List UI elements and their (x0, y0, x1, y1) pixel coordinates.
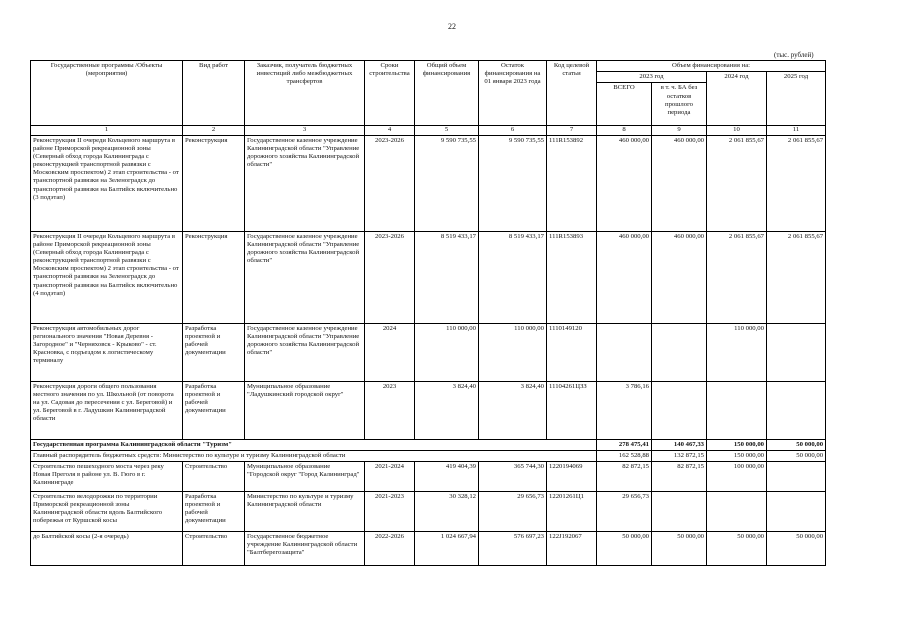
amount-2023: 460 000,00 (597, 135, 652, 231)
amount-2024: 110 000,00 (707, 323, 767, 381)
col-number: 1 (31, 126, 183, 135)
amount-2023 (597, 323, 652, 381)
remainder: 576 697,23 (479, 531, 547, 565)
customer: Государственное бюджетное учреждение Калининградской области "Балтберегозащита" (245, 531, 365, 565)
period: 2021-2023 (365, 491, 415, 531)
total: 3 824,40 (415, 381, 479, 439)
period: 2023-2026 (365, 231, 415, 323)
header-2023: 2023 год (597, 72, 707, 83)
table-row (31, 381, 826, 439)
amount-2024: 50 000,00 (707, 531, 767, 565)
amount-2024 (707, 491, 767, 531)
header-customer: Заказчик, получатель бюджетных инвестиций либо межбюджетных трансфертов (245, 61, 365, 126)
col-number: 2 (183, 126, 245, 135)
column-number-row (31, 126, 826, 135)
col-number: 3 (245, 126, 365, 135)
code: 1110149120 (547, 323, 597, 381)
amount-2025: 2 061 855,67 (767, 135, 826, 231)
amount-2023-ba (652, 323, 707, 381)
manager-total-row (31, 450, 826, 461)
header-excl: в т. ч. БА без остатков прошлого периода (652, 83, 707, 126)
table-row (31, 231, 826, 323)
amount-2023: 3 786,16 (597, 381, 652, 439)
amount-2023: 82 872,15 (597, 461, 652, 491)
amount-2025: 2 061 855,67 (767, 231, 826, 323)
amount-2025 (767, 381, 826, 439)
table-row (31, 323, 826, 381)
amount-2023-ba (652, 491, 707, 531)
header-code: Код целевой статьи (547, 61, 597, 126)
program-2023: 278 475,41 (597, 439, 652, 450)
amount-2023: 29 656,73 (597, 491, 652, 531)
code: 1220194069 (547, 461, 597, 491)
object-name: Строительство пешеходного моста через реку Новая Преголя в районе ул. В. Гюго в г. Калининграде (31, 461, 183, 491)
header-2025: 2025 год (767, 72, 826, 126)
program-2025: 50 000,00 (767, 439, 826, 450)
period: 2023 (365, 381, 415, 439)
amount-2023: 50 000,00 (597, 531, 652, 565)
header-program: Государственные программы /Объекты (мероприятия) (31, 61, 183, 126)
col-number: 5 (415, 126, 479, 135)
amount-2024: 2 061 855,67 (707, 231, 767, 323)
amount-2025 (767, 491, 826, 531)
manager-2023: 162 528,88 (597, 450, 652, 461)
total: 1 024 667,94 (415, 531, 479, 565)
program-2024: 150 000,00 (707, 439, 767, 450)
total: 110 000,00 (415, 323, 479, 381)
remainder: 365 744,30 (479, 461, 547, 491)
total: 419 404,39 (415, 461, 479, 491)
manager-2024: 150 000,00 (707, 450, 767, 461)
remainder: 9 590 735,55 (479, 135, 547, 231)
header-funding: Объем финансирования на: (597, 61, 826, 72)
header-remainder: Остаток финансирования на 01 января 2023 года (479, 61, 547, 126)
code: 122J192067 (547, 531, 597, 565)
period: 2021-2024 (365, 461, 415, 491)
code: 111R153893 (547, 231, 597, 323)
investment-table (30, 60, 826, 566)
unit-note: (тыс. рублей) (774, 51, 814, 59)
work-type: Разработка проектной и рабочей документации (183, 323, 245, 381)
work-type: Разработка проектной и рабочей документации (183, 491, 245, 531)
amount-2025 (767, 461, 826, 491)
amount-2025 (767, 323, 826, 381)
work-type: Реконструкция (183, 231, 245, 323)
col-number: 10 (707, 126, 767, 135)
period: 2023-2026 (365, 135, 415, 231)
remainder: 3 824,40 (479, 381, 547, 439)
table-row (31, 461, 826, 491)
col-number: 8 (597, 126, 652, 135)
work-type: Строительство (183, 531, 245, 565)
table-row (31, 135, 826, 231)
customer: Муниципальное образование "Ладушкинский городской округ" (245, 381, 365, 439)
col-number: 11 (767, 126, 826, 135)
remainder: 110 000,00 (479, 323, 547, 381)
header-2024: 2024 год (707, 72, 767, 126)
col-number: 6 (479, 126, 547, 135)
manager-name: Главный распорядитель бюджетных средств: Министерство по культуре и туризму Калининградской области (31, 450, 597, 461)
header-total: Общий объем финансирования (415, 61, 479, 126)
col-number: 4 (365, 126, 415, 135)
period: 2024 (365, 323, 415, 381)
customer: Государственное казенное учреждение Калининградской области "Управление дорожного хозяйства Калининградской области" (245, 231, 365, 323)
header-work-type: Вид работ (183, 61, 245, 126)
code: 11104261ЦЗЗ (547, 381, 597, 439)
amount-2023-ba: 460 000,00 (652, 231, 707, 323)
amount-2023-ba: 82 872,15 (652, 461, 707, 491)
amount-2023-ba: 460 000,00 (652, 135, 707, 231)
amount-2023-ba (652, 381, 707, 439)
work-type: Реконструкция (183, 135, 245, 231)
amount-2024 (707, 381, 767, 439)
header-period: Сроки строительства (365, 61, 415, 126)
remainder: 29 656,73 (479, 491, 547, 531)
page-number: 22 (448, 22, 456, 31)
object-name: до Балтийской косы (2-я очередь) (31, 531, 183, 565)
total: 30 328,12 (415, 491, 479, 531)
total: 8 519 433,17 (415, 231, 479, 323)
remainder: 8 519 433,17 (479, 231, 547, 323)
amount-2025: 50 000,00 (767, 531, 826, 565)
work-type: Строительство (183, 461, 245, 491)
amount-2024: 100 000,00 (707, 461, 767, 491)
col-number: 7 (547, 126, 597, 135)
customer: Государственное казенное учреждение Калининградской области "Управление дорожного хозяйства Калининградской области" (245, 323, 365, 381)
customer: Министерство по культуре и туризму Калининградской области (245, 491, 365, 531)
table-row (31, 491, 826, 531)
header-all: ВСЕГО (597, 83, 652, 126)
col-number: 9 (652, 126, 707, 135)
code: 111R153892 (547, 135, 597, 231)
total: 9 590 735,55 (415, 135, 479, 231)
amount-2024: 2 061 855,67 (707, 135, 767, 231)
object-name: Реконструкция автомобильных дорог регионального значения "Новая Деревня - Загородное" и "Черняховск - Крыково" - ст. Красновка, с подъездом к логистическому терминалу (31, 323, 183, 381)
object-name: Реконструкция II очереди Кольцевого маршрута в районе Приморской рекреационной зоны (Северный обход города Калининграда с реконструкцией транспортной развязки с Московским проспектом) 2 этап строительства - от транспортной развязки на Зеленоградск до транспортной развязки на Балтийск включительно (3 подэтап) (31, 135, 183, 231)
amount-2023-ba: 50 000,00 (652, 531, 707, 565)
object-name: Реконструкция II очереди Кольцевого маршрута в районе Приморской рекреационной зоны (Северный обход города Калининграда с реконструкцией транспортной развязки с Московским проспектом) 2 этап строительства - от транспортной развязки на Зеленоградск до транспортной развязки на Балтийск включительно (4 подэтап) (31, 231, 183, 323)
table-row (31, 531, 826, 565)
code: 12201261Ц1 (547, 491, 597, 531)
amount-2023: 460 000,00 (597, 231, 652, 323)
work-type: Разработка проектной и рабочей документации (183, 381, 245, 439)
program-2023-ba: 140 467,33 (652, 439, 707, 450)
customer: Муниципальное образование "Городской округ "Город Калининград" (245, 461, 365, 491)
program-total-row (31, 439, 826, 450)
manager-2025: 50 000,00 (767, 450, 826, 461)
program-name: Государственная программа Калининградской области "Туризм" (31, 439, 597, 450)
object-name: Реконструкция дороги общего пользования местного значения по ул. Школьной (от поворота на ул. Садовая до пересечения с ул. Береговой) и ул. Береговой в г. Ладушкин Калининградской области (31, 381, 183, 439)
manager-2023-ba: 132 872,15 (652, 450, 707, 461)
period: 2022-2026 (365, 531, 415, 565)
object-name: Строительство велодорожки по территории Приморской рекреационной зоны Калининградской области вдоль Балтийского побережья от Куршской косы (31, 491, 183, 531)
customer: Государственное казенное учреждение Калининградской области "Управление дорожного хозяйства Калининградской области" (245, 135, 365, 231)
